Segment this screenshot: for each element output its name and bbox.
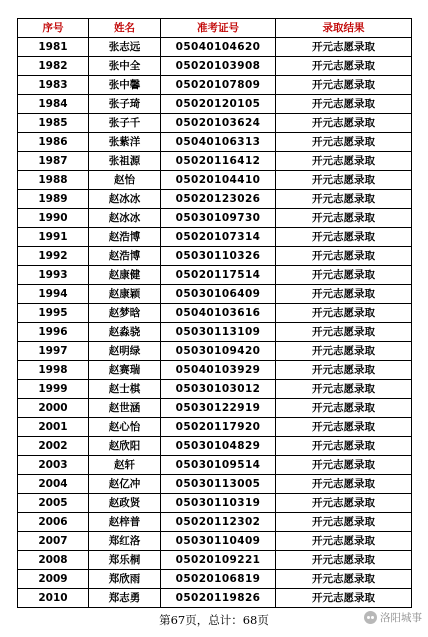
cell-result: 开元志愿录取 (276, 247, 412, 266)
cell-name: 赵冰冰 (89, 209, 161, 228)
cell-name: 张子琦 (89, 95, 161, 114)
cell-result: 开元志愿录取 (276, 285, 412, 304)
table-row (18, 57, 412, 76)
cell-result: 开元志愿录取 (276, 57, 412, 76)
cell-name: 张紫洋 (89, 133, 161, 152)
cell-name: 赵康健 (89, 266, 161, 285)
table-row (18, 494, 412, 513)
cell-name: 赵冰冰 (89, 190, 161, 209)
cell-ticket-number: 05020107314 (161, 228, 276, 247)
cell-serial: 1982 (18, 57, 89, 76)
table-row (18, 475, 412, 494)
cell-name: 赵明绿 (89, 342, 161, 361)
cell-serial: 1998 (18, 361, 89, 380)
cell-ticket-number: 05040106313 (161, 133, 276, 152)
table-row (18, 323, 412, 342)
cell-result: 开元志愿录取 (276, 342, 412, 361)
cell-name: 郑欣雨 (89, 570, 161, 589)
cell-serial: 1986 (18, 133, 89, 152)
cell-serial: 1999 (18, 380, 89, 399)
cell-serial: 2005 (18, 494, 89, 513)
cell-serial: 2008 (18, 551, 89, 570)
table-row (18, 570, 412, 589)
cell-name: 赵欣阳 (89, 437, 161, 456)
cell-result: 开元志愿录取 (276, 190, 412, 209)
cell-serial: 1984 (18, 95, 89, 114)
table-row (18, 228, 412, 247)
cell-name: 张祖源 (89, 152, 161, 171)
cell-serial: 2004 (18, 475, 89, 494)
cell-name: 张中馨 (89, 76, 161, 95)
cell-serial: 2006 (18, 513, 89, 532)
cell-name: 赵轩 (89, 456, 161, 475)
table-row (18, 247, 412, 266)
cell-name: 赵赛瑞 (89, 361, 161, 380)
cell-name: 张中全 (89, 57, 161, 76)
table-row (18, 418, 412, 437)
cell-ticket-number: 05030113005 (161, 475, 276, 494)
cell-result: 开元志愿录取 (276, 95, 412, 114)
cell-result: 开元志愿录取 (276, 437, 412, 456)
cell-serial: 2007 (18, 532, 89, 551)
cell-serial: 1983 (18, 76, 89, 95)
header-serial: 序号 (18, 19, 89, 38)
cell-serial: 1995 (18, 304, 89, 323)
table-row (18, 152, 412, 171)
table-row (18, 589, 412, 608)
cell-ticket-number: 05030106409 (161, 285, 276, 304)
cell-ticket-number: 05020106819 (161, 570, 276, 589)
table-row (18, 285, 412, 304)
cell-ticket-number: 05040103929 (161, 361, 276, 380)
cell-result: 开元志愿录取 (276, 589, 412, 608)
cell-name: 赵浩博 (89, 247, 161, 266)
cell-name: 张子千 (89, 114, 161, 133)
table-body (18, 38, 412, 608)
cell-name: 赵梦晗 (89, 304, 161, 323)
wechat-icon (364, 611, 377, 624)
table-row (18, 380, 412, 399)
cell-ticket-number: 05030110319 (161, 494, 276, 513)
cell-result: 开元志愿录取 (276, 133, 412, 152)
cell-ticket-number: 05020103624 (161, 114, 276, 133)
cell-serial: 2010 (18, 589, 89, 608)
cell-ticket-number: 05020107809 (161, 76, 276, 95)
cell-ticket-number: 05020117920 (161, 418, 276, 437)
table-row (18, 171, 412, 190)
cell-result: 开元志愿录取 (276, 361, 412, 380)
cell-ticket-number: 05020119826 (161, 589, 276, 608)
cell-ticket-number: 05020120105 (161, 95, 276, 114)
cell-ticket-number: 05030109730 (161, 209, 276, 228)
cell-result: 开元志愿录取 (276, 152, 412, 171)
table-row (18, 304, 412, 323)
cell-result: 开元志愿录取 (276, 532, 412, 551)
cell-ticket-number: 05020109221 (161, 551, 276, 570)
cell-result: 开元志愿录取 (276, 38, 412, 57)
cell-serial: 1987 (18, 152, 89, 171)
cell-name: 赵怡 (89, 171, 161, 190)
header-result: 录取结果 (276, 19, 412, 38)
table-row (18, 95, 412, 114)
cell-ticket-number: 05040103616 (161, 304, 276, 323)
admission-results-table (17, 18, 412, 608)
cell-serial: 1996 (18, 323, 89, 342)
cell-name: 郑乐桐 (89, 551, 161, 570)
table-row (18, 532, 412, 551)
cell-name: 赵世涵 (89, 399, 161, 418)
cell-name: 赵淼骁 (89, 323, 161, 342)
table-row (18, 342, 412, 361)
admission-results-sheet (17, 18, 412, 608)
cell-result: 开元志愿录取 (276, 494, 412, 513)
cell-serial: 1997 (18, 342, 89, 361)
cell-result: 开元志愿录取 (276, 551, 412, 570)
cell-serial: 1994 (18, 285, 89, 304)
table-row (18, 513, 412, 532)
table-row (18, 76, 412, 95)
table-row (18, 133, 412, 152)
cell-result: 开元志愿录取 (276, 76, 412, 95)
table-row (18, 437, 412, 456)
cell-result: 开元志愿录取 (276, 171, 412, 190)
cell-serial: 1989 (18, 190, 89, 209)
header-name: 姓名 (89, 19, 161, 38)
cell-ticket-number: 05040104620 (161, 38, 276, 57)
cell-result: 开元志愿录取 (276, 418, 412, 437)
table-header-row (18, 19, 412, 38)
watermark-text: 洛阳城事 (380, 612, 422, 624)
cell-ticket-number: 05020117514 (161, 266, 276, 285)
header-ticket-number: 准考证号 (161, 19, 276, 38)
cell-ticket-number: 05020116412 (161, 152, 276, 171)
cell-name: 张志远 (89, 38, 161, 57)
cell-result: 开元志愿录取 (276, 323, 412, 342)
cell-ticket-number: 05020103908 (161, 57, 276, 76)
cell-result: 开元志愿录取 (276, 513, 412, 532)
cell-ticket-number: 05030103012 (161, 380, 276, 399)
cell-serial: 1981 (18, 38, 89, 57)
cell-result: 开元志愿录取 (276, 475, 412, 494)
cell-ticket-number: 05030109514 (161, 456, 276, 475)
cell-result: 开元志愿录取 (276, 399, 412, 418)
cell-name: 赵政贤 (89, 494, 161, 513)
cell-result: 开元志愿录取 (276, 114, 412, 133)
cell-name: 赵浩博 (89, 228, 161, 247)
cell-ticket-number: 05030110326 (161, 247, 276, 266)
cell-serial: 1992 (18, 247, 89, 266)
table-row (18, 209, 412, 228)
cell-name: 郑志勇 (89, 589, 161, 608)
cell-ticket-number: 05030109420 (161, 342, 276, 361)
cell-result: 开元志愿录取 (276, 304, 412, 323)
cell-serial: 1993 (18, 266, 89, 285)
cell-name: 赵亿冲 (89, 475, 161, 494)
page-footer: 第67页，总计：68页 (159, 613, 269, 627)
cell-ticket-number: 05020112302 (161, 513, 276, 532)
cell-result: 开元志愿录取 (276, 570, 412, 589)
cell-name: 郑红洛 (89, 532, 161, 551)
cell-result: 开元志愿录取 (276, 456, 412, 475)
table-row (18, 456, 412, 475)
cell-ticket-number: 05030110409 (161, 532, 276, 551)
cell-ticket-number: 05020104410 (161, 171, 276, 190)
cell-serial: 1990 (18, 209, 89, 228)
cell-serial: 1991 (18, 228, 89, 247)
cell-serial: 2009 (18, 570, 89, 589)
cell-result: 开元志愿录取 (276, 266, 412, 285)
table-row (18, 551, 412, 570)
cell-serial: 2000 (18, 399, 89, 418)
table-row (18, 38, 412, 57)
table-row (18, 399, 412, 418)
cell-serial: 2003 (18, 456, 89, 475)
cell-name: 赵心怡 (89, 418, 161, 437)
cell-serial: 1985 (18, 114, 89, 133)
cell-serial: 2002 (18, 437, 89, 456)
cell-serial: 2001 (18, 418, 89, 437)
cell-ticket-number: 05020123026 (161, 190, 276, 209)
watermark (364, 610, 422, 625)
cell-name: 赵康颖 (89, 285, 161, 304)
cell-ticket-number: 05030122919 (161, 399, 276, 418)
cell-ticket-number: 05030113109 (161, 323, 276, 342)
cell-serial: 1988 (18, 171, 89, 190)
table-row (18, 114, 412, 133)
cell-result: 开元志愿录取 (276, 209, 412, 228)
cell-name: 赵士棋 (89, 380, 161, 399)
cell-name: 赵梓普 (89, 513, 161, 532)
cell-result: 开元志愿录取 (276, 380, 412, 399)
table-row (18, 361, 412, 380)
table-row (18, 266, 412, 285)
table-row (18, 190, 412, 209)
cell-result: 开元志愿录取 (276, 228, 412, 247)
cell-ticket-number: 05030104829 (161, 437, 276, 456)
